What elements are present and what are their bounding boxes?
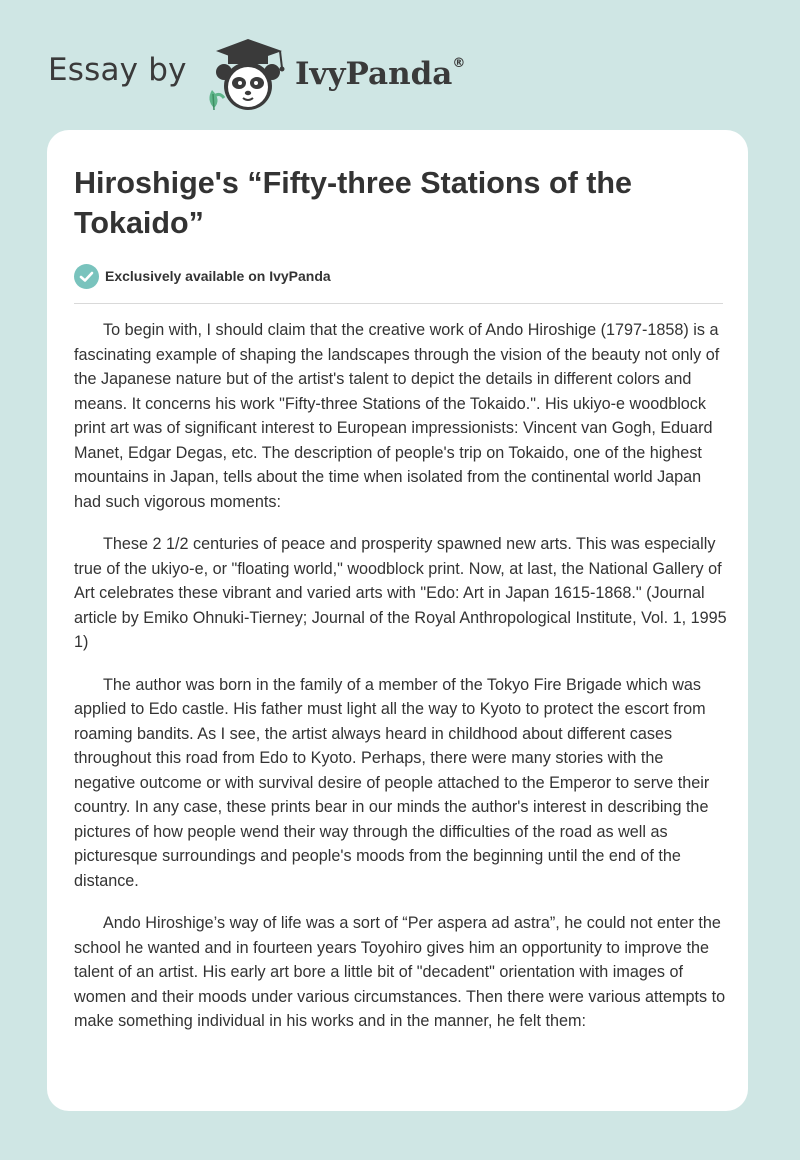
panda-graduate-icon[interactable] (202, 34, 294, 114)
page-title: Hiroshige's “Fifty-three Stations of the Tokaido” (74, 166, 632, 240)
paragraph: Ando Hiroshige’s way of life was a sort of “Per aspera ad astra”, he could not enter the school he wanted and in fourteen years Toyohiro gives him an opportunity to improve the talent of an artist. His early art bore a little bit of "decadent" orientation with images of women and their moods under various circumstances. Then there were various attempts to make something individual in his works and in the manner, he felt them: (74, 914, 726, 1030)
exclusive-badge (74, 263, 331, 289)
badge-label: Exclusively available on IvyPanda (105, 268, 331, 284)
essay-card (47, 130, 748, 1111)
essay-body (74, 318, 729, 1052)
paragraph: The author was born in the family of a member of the Tokyo Fire Brigade which was applied to Edo castle. His father must light all the way to Kyoto to protect the escort from roaming bandits. As I see, the artist always heard in childhood about different cases throughout this road from Edo to Kyoto. Perhaps, there were many stories with the negative outcome or with survival desire of people attached to the Emperor to serve their country. In any case, these prints bear in our minds the author's interest in describing the pictures of how people wend their way through the difficulties of the road as well as picturesque surroundings and people's moods from the beginning until the end of the distance. (74, 675, 710, 890)
divider (74, 303, 723, 304)
paragraph: These 2 1/2 centuries of peace and prosperity spawned new arts. This was especially true of the ukiyo-e, or "floating world," woodblock print. Now, at last, the National Gallery of Art celebrates these vibrant and varied arts with "Edo: Art in Japan 1615-1868." (Journal article by Emiko Ohnuki-Tierney; Journal of the Royal Anthropological Institute, Vol. 1, 1995 1) (74, 535, 727, 651)
paragraph: To begin with, I should claim that the creative work of Ando Hiroshige (1797-1858) is a fascinating example of shaping the landscapes through the vision of the beauty not only of the Japanese nature but of the artist's talent to depict the details in different colors and means. It concerns his work "Fifty-three Stations of the Tokaido.". His ukiyo-e woodblock print art was of significant interest to European impressionists: Vincent van Gogh, Eduard Manet, Edgar Degas, etc. The description of people's trip on Tokaido, one of the highest mountains in Japan, tells about the time when isolated from the continental world Japan had such vigorous moments: (74, 321, 720, 511)
ivypanda-logo-text[interactable]: IvyPanda® (295, 55, 466, 92)
site-header (0, 0, 800, 130)
check-circle-icon (74, 264, 99, 289)
essay-by-label: Essay by (48, 52, 187, 88)
